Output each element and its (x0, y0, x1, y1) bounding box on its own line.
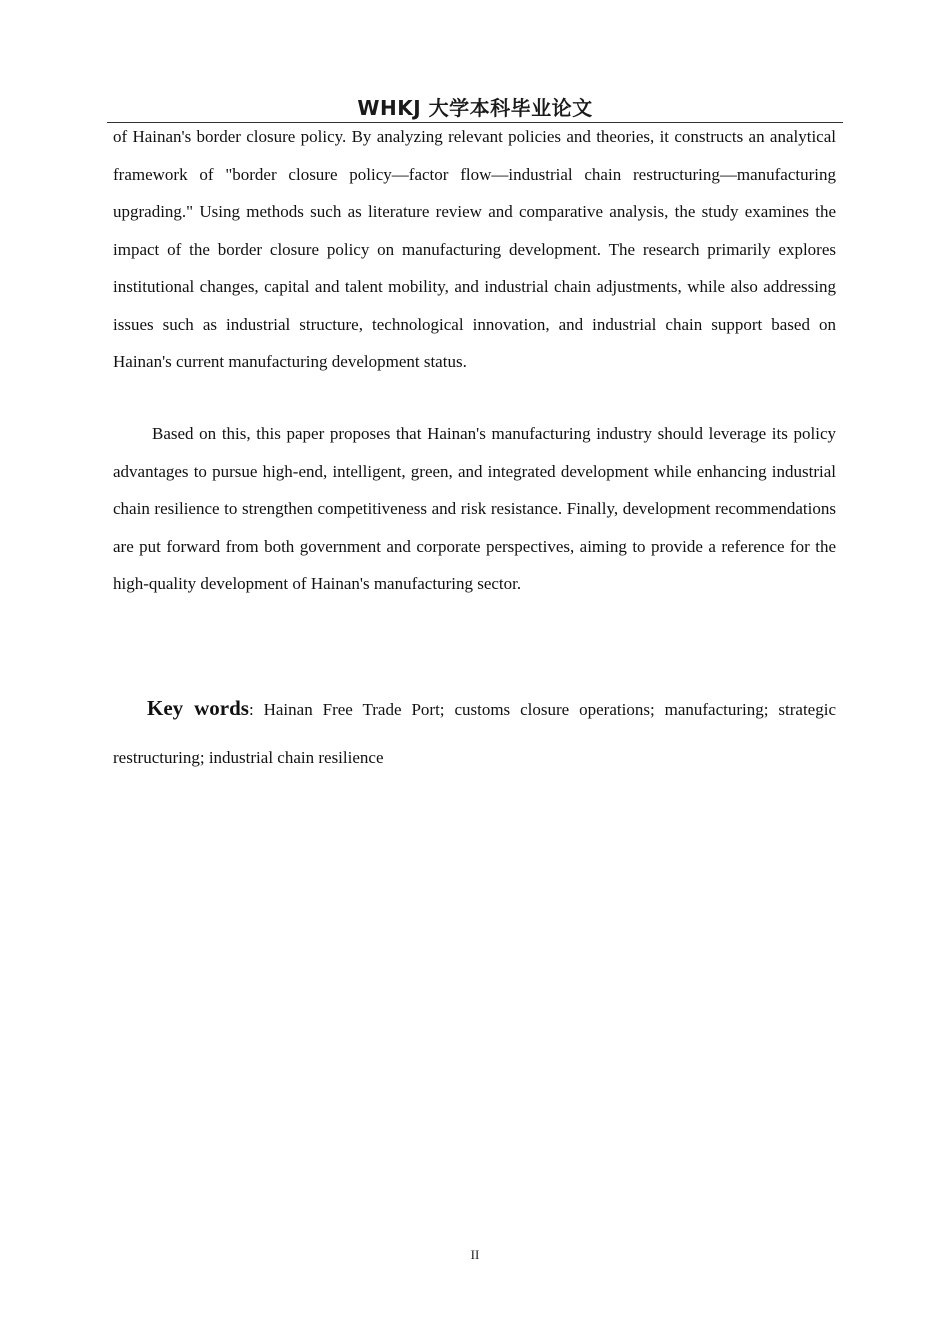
header-title: WHKJ 大学本科毕业论文 (357, 96, 593, 120)
keywords-separator: : (248, 700, 264, 719)
abstract-paragraph-conclusion: Based on this, this paper proposes that Hainan's manufacturing industry should leverage its policy advantages to pursue high-end, intelligent, green, and integrated development while enhancing industrial chain resilience to strengthen competitiveness and risk resistance. Finally, development recommendations are put forward from both government and corporate perspectives, aiming to provide a reference for the high-quality development of Hainan's manufacturing sector. (113, 424, 836, 593)
abstract-paragraph-continued: of Hainan's border closure policy. By analyzing relevant policies and theories, it constructs an analytical framework of "border closure policy—factor flow—industrial chain restructuring—manufacturing upgrading." Using methods such as literature review and comparative analysis, the study examines the impact of the border closure policy on manufacturing development. The research primarily explores institutional changes, capital and talent mobility, and industrial chain adjustments, while also addressing issues such as industrial structure, technological innovation, and industrial chain support based on Hainan's current manufacturing development status. (113, 127, 836, 371)
keywords-block (113, 684, 836, 782)
page-number: II (470, 1247, 480, 1262)
keywords-text: Hainan Free Trade Port; customs closure operations; manufacturing; strategic restructuring; industrial chain resilience (113, 700, 836, 767)
keywords-label: Key words (147, 696, 249, 720)
